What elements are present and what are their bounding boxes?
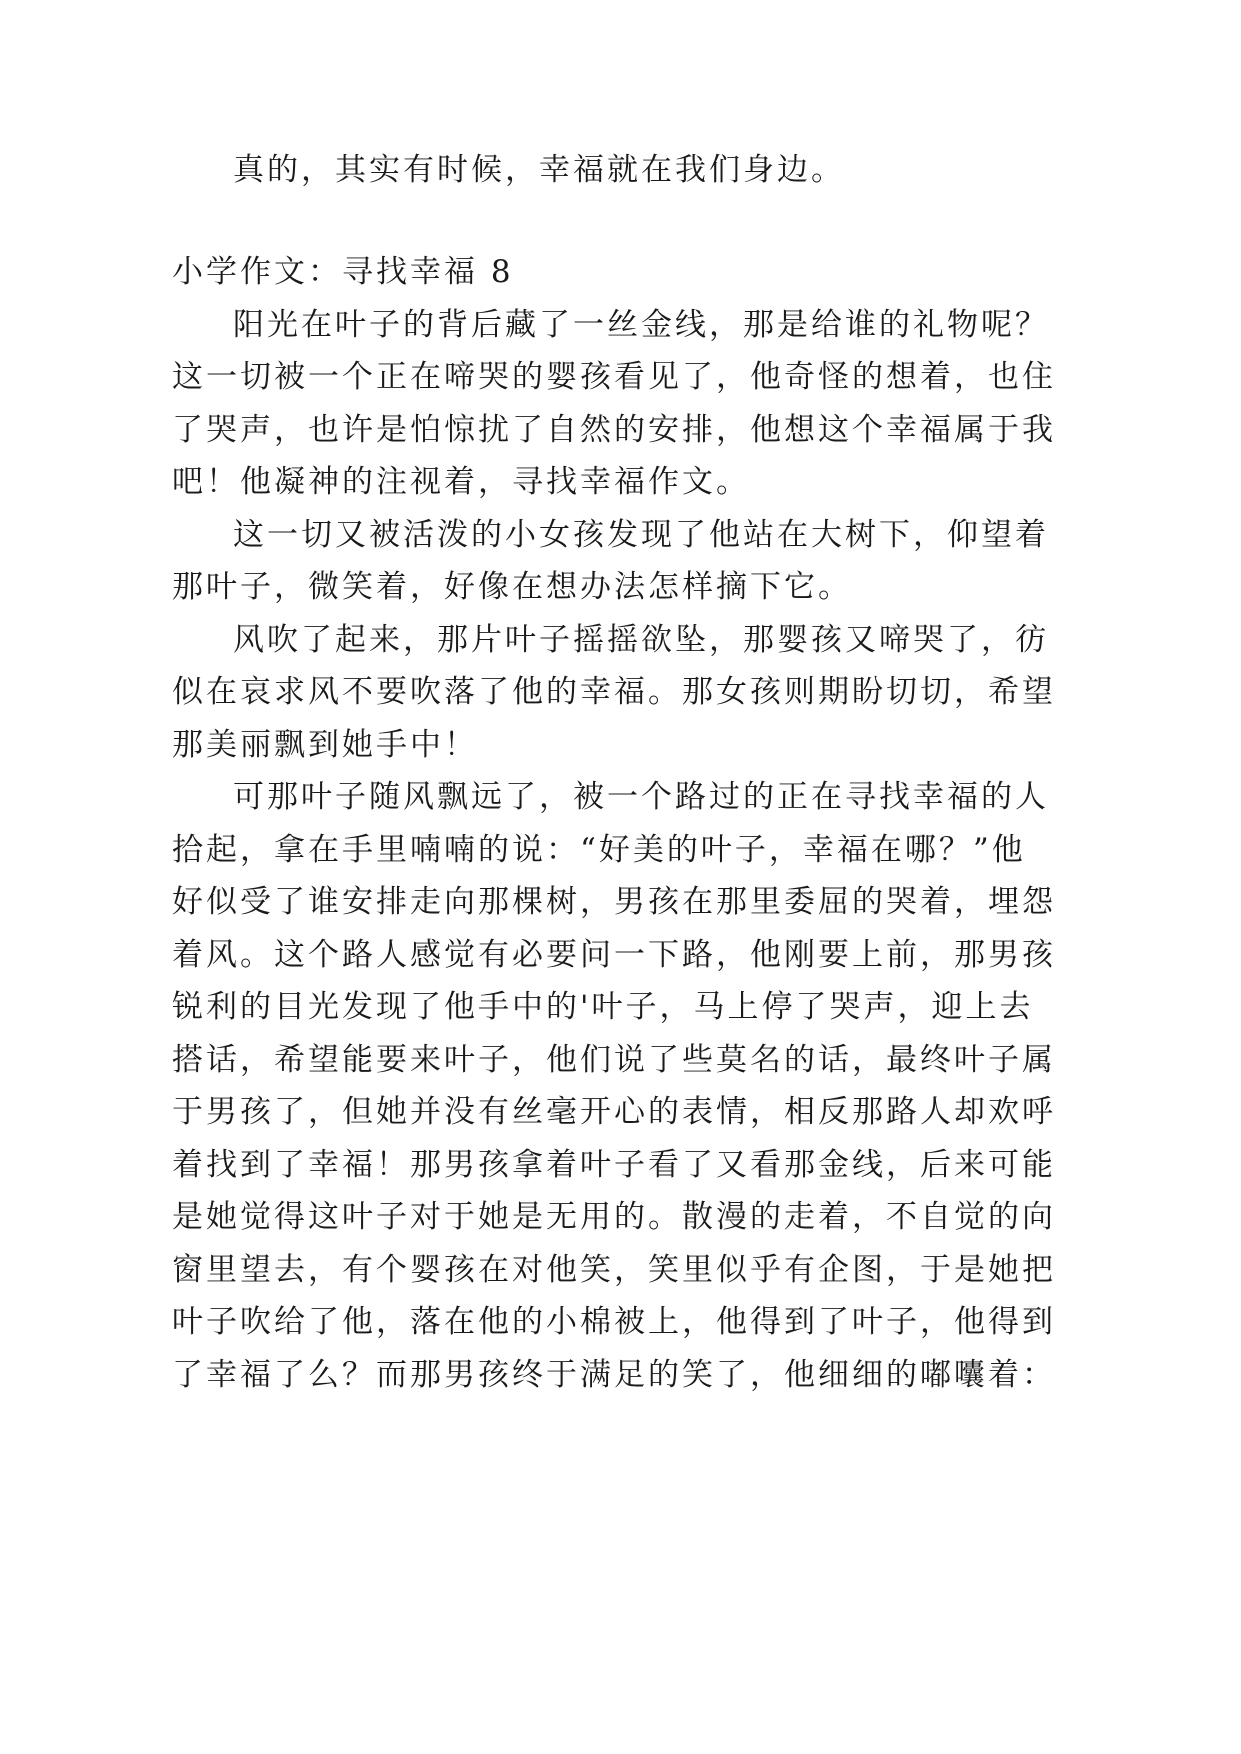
paragraph-line: 锐利的目光发现了他手中的'叶子，马上停了哭声，迎上去: [172, 989, 1034, 1025]
paragraph-line: 着找到了幸福！那男孩拿着叶子看了又看那金线，后来可能: [172, 1147, 1056, 1183]
paragraph-line: 拾起，拿在手里喃喃的说：“好美的叶子，幸福在哪？”他: [172, 832, 1026, 868]
paragraph-line: 窗里望去，有个婴孩在对他笑，笑里似乎有企图，于是她把: [172, 1252, 1056, 1288]
paragraph-line: 着风。这个路人感觉有必要问一下路，他刚要上前，那男孩: [172, 937, 1056, 973]
paragraph-line: 于男孩了，但她并没有丝毫开心的表情，相反那路人却欢呼: [172, 1094, 1056, 1130]
paragraph-line: 吧！他凝神的注视着，寻找幸福作文。: [172, 464, 750, 500]
paragraph-line: 是她觉得这叶子对于她是无用的。散漫的走着，不自觉的向: [172, 1199, 1056, 1235]
paragraph-line: 可那叶子随风飘远了，被一个路过的正在寻找幸福的人: [233, 779, 1049, 815]
paragraph-line: 了幸福了么？而那男孩终于满足的笑了，他细细的嘟囔着：: [172, 1357, 1056, 1393]
paragraph-line: 真的，其实有时候，幸福就在我们身边。: [233, 152, 845, 188]
paragraph-line: 那叶子，微笑着，好像在想办法怎样摘下它。: [172, 569, 852, 605]
paragraph-line: 阳光在叶子的背后藏了一丝金线，那是给谁的礼物呢？: [233, 307, 1049, 343]
paragraph-line: 风吹了起来，那片叶子摇摇欲坠，那婴孩又啼哭了，彷: [233, 622, 1049, 658]
paragraph-line: 好似受了谁安排走向那棵树，男孩在那里委屈的哭着，埋怨: [172, 884, 1056, 920]
paragraph-line: 搭话，希望能要来叶子，他们说了些莫名的话，最终叶子属: [172, 1042, 1056, 1078]
paragraph-line: 叶子吹给了他，落在他的小棉被上，他得到了叶子，他得到: [172, 1304, 1056, 1340]
paragraph-line: 那美丽飘到她手中！: [172, 727, 478, 763]
paragraph-line: 了哭声，也许是怕惊扰了自然的安排，他想这个幸福属于我: [172, 412, 1056, 448]
paragraph-line: 似在哀求风不要吹落了他的幸福。那女孩则期盼切切，希望: [172, 674, 1056, 710]
paragraph-line: 这一切又被活泼的小女孩发现了他站在大树下，仰望着: [233, 517, 1049, 553]
paragraph-line: 这一切被一个正在啼哭的婴孩看见了，他奇怪的想着，也住: [172, 359, 1056, 395]
section-heading: 小学作文：寻找幸福 8: [172, 254, 514, 290]
